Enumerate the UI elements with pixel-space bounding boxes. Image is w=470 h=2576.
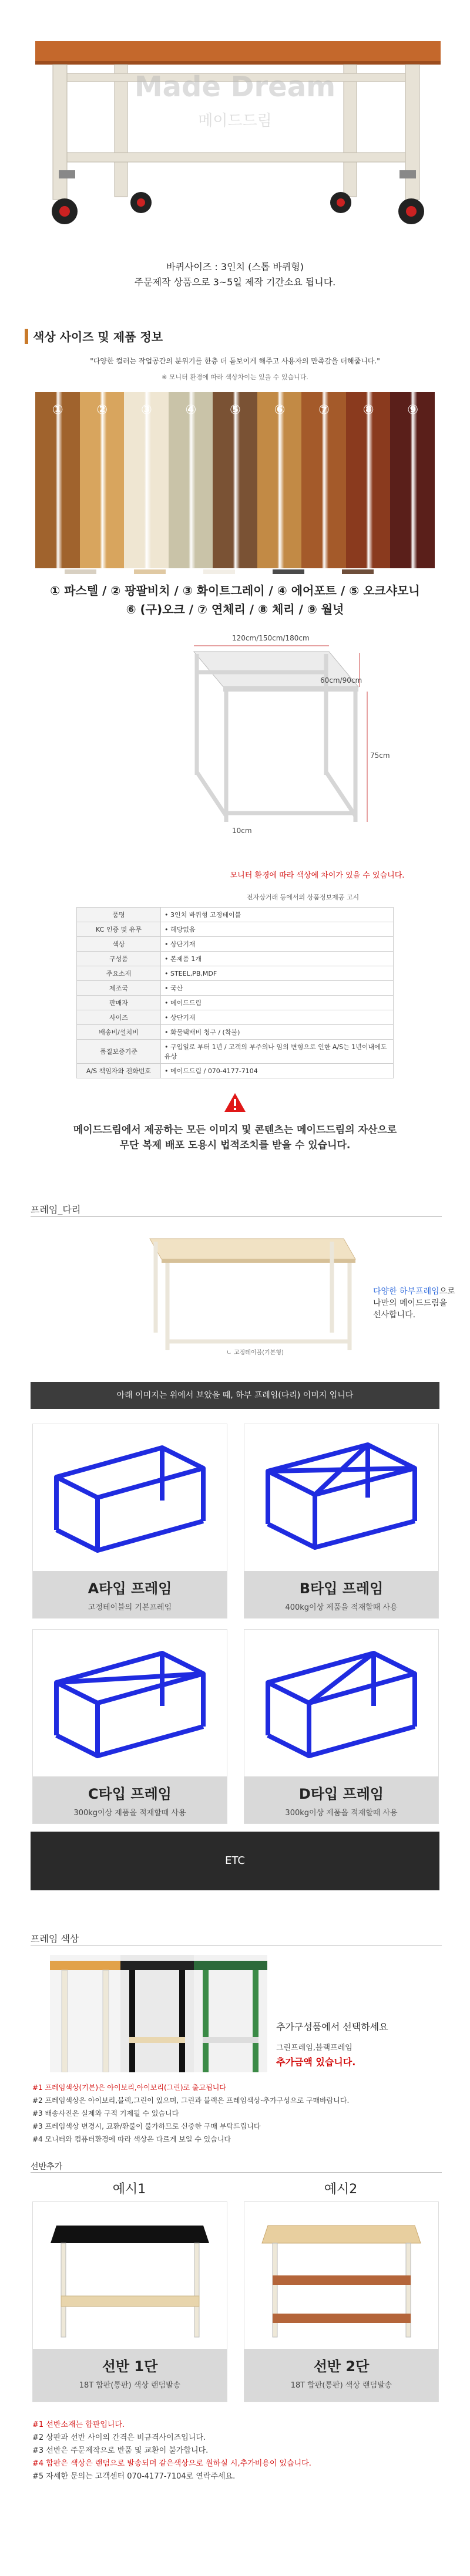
frame-card-a bbox=[32, 1424, 227, 1619]
note-id: #1 bbox=[32, 2420, 46, 2429]
note-text: 상판과 선반 사이의 간격은 비규격사이즈입니다. bbox=[46, 2433, 206, 2442]
spec-row bbox=[77, 922, 394, 937]
shelf-divider bbox=[31, 2172, 442, 2173]
section-marker bbox=[25, 329, 28, 344]
hero-caption-2: 주문제작 상품으로 3~5일 제작 기간소요 됩니다. bbox=[134, 277, 336, 288]
note-id: #2 bbox=[32, 2096, 45, 2105]
spec-key: 배송비/설치비 bbox=[77, 1025, 161, 1040]
spec-value: • 3인치 바퀴형 고정테이블 bbox=[161, 908, 394, 922]
spec-table-wrap bbox=[76, 907, 394, 1078]
note-text: 선반소재는 합판입니다. bbox=[46, 2420, 125, 2429]
shelf-desc-1: 18T 합판(통판) 색상 랜덤발송 bbox=[79, 2381, 181, 2390]
frame-leg-divider bbox=[31, 1216, 442, 1217]
swatch-number: ③ bbox=[141, 403, 152, 417]
frame-option-red: 추가금액 있습니다. bbox=[276, 2056, 356, 2068]
spec-row bbox=[77, 1040, 394, 1064]
etc-bar: ETC bbox=[31, 1832, 439, 1890]
note-text: 프레임색상은 아이보리,블랙,그린이 있으며, 그린과 블랙은 프레임색상-추가구성으로 구매바랍니다. bbox=[45, 2096, 350, 2105]
note-id: #1 bbox=[32, 2083, 45, 2092]
swatch-number: ① bbox=[52, 403, 63, 417]
note-line bbox=[32, 2094, 444, 2107]
spec-row bbox=[77, 908, 394, 922]
note-id: #3 bbox=[32, 2122, 45, 2130]
dim-depth: 60cm/90cm bbox=[320, 676, 362, 685]
frame-desc-b: 400kg이상 제품을 적재할때 사용 bbox=[285, 1603, 398, 1612]
frame-view-bar: 아래 이미지는 위에서 보았을 때, 하부 프레임(다리) 이미지 입니다 bbox=[31, 1382, 439, 1409]
swatch-number: ④ bbox=[185, 403, 197, 417]
basic-table-image bbox=[132, 1227, 367, 1362]
note-text: 선반은 주문제작으로 반품 및 교환이 불가합니다. bbox=[46, 2446, 209, 2455]
color-legend-1: ① 파스텔 / ② 팡팔비치 / ③ 화이트그레이 / ④ 에어포트 / ⑤ 오크샤모니 bbox=[50, 584, 420, 598]
frame-card-d bbox=[244, 1629, 439, 1824]
note-text: 배송사진은 실제와 구적 기제될 수 있습니다 bbox=[45, 2109, 179, 2118]
note-id: #5 bbox=[32, 2472, 46, 2481]
spec-value: • 해당없음 bbox=[161, 922, 394, 937]
shelf-title: 선반추가 bbox=[31, 2162, 63, 2172]
callout-line-3: 선사합니다. bbox=[373, 1310, 416, 1320]
spec-value: • STEEL,PB,MDF bbox=[161, 966, 394, 981]
swatch-number: ⑨ bbox=[407, 403, 419, 417]
wood-swatch bbox=[213, 392, 258, 568]
spec-row bbox=[77, 937, 394, 952]
spec-row bbox=[77, 996, 394, 1010]
note-id: #3 bbox=[32, 2109, 45, 2118]
note-line bbox=[32, 2432, 444, 2444]
hero-caption-1: 바퀴사이즈 : 3인치 (스톱 바퀴형) bbox=[166, 261, 304, 272]
wood-swatch bbox=[169, 392, 214, 568]
basic-table-label: ㄴ 고정테이블(기본형) bbox=[226, 1350, 284, 1356]
spec-value: • 메이드드림 bbox=[161, 996, 394, 1010]
spec-key: A/S 책임자와 전화번호 bbox=[77, 1064, 161, 1078]
wood-swatch bbox=[346, 392, 391, 568]
spec-value: • 화물택배비 청구 / (착불) bbox=[161, 1025, 394, 1040]
note-line bbox=[32, 2457, 444, 2470]
hero-section bbox=[0, 0, 470, 247]
spec-row bbox=[77, 952, 394, 966]
spec-row bbox=[77, 981, 394, 996]
spec-row bbox=[77, 1064, 394, 1078]
note-text: 자세한 문의는 고객센터 070-4177-7104로 연락주세요. bbox=[46, 2472, 236, 2481]
spec-key: KC 인증 및 유무 bbox=[77, 922, 161, 937]
spec-key: 품질보증기준 bbox=[77, 1040, 161, 1064]
dim-height: 75cm bbox=[370, 751, 390, 760]
note-id: #4 bbox=[32, 2459, 46, 2468]
swatch-number: ② bbox=[96, 403, 108, 417]
wood-swatch bbox=[124, 392, 169, 568]
frame-name-c: C타입 프레임 bbox=[88, 1786, 172, 1802]
frame-card-b bbox=[244, 1424, 439, 1619]
dim-pipe: 10cm bbox=[232, 827, 252, 835]
frame-color-title: 프레임 색상 bbox=[31, 1933, 79, 1944]
frame-leg-callout bbox=[373, 1286, 470, 1321]
copyright-line-2: 무단 복제 배포 도용시 법적조치를 받을 수 있습니다. bbox=[119, 1139, 351, 1151]
spec-key: 판매자 bbox=[77, 996, 161, 1010]
spec-row bbox=[77, 1010, 394, 1025]
shelf-card-2 bbox=[244, 2201, 439, 2402]
note-text: 모니터와 컴퓨터환경에 따라 색상은 다르게 보일 수 있습니다 bbox=[45, 2135, 231, 2143]
frame-color-option bbox=[276, 2019, 452, 2068]
note-line bbox=[32, 2419, 444, 2432]
note-id: #4 bbox=[32, 2135, 45, 2143]
color-chip bbox=[273, 569, 304, 574]
color-section-title: 색상 사이즈 및 제품 정보 bbox=[33, 330, 163, 344]
note-line bbox=[32, 2081, 444, 2094]
frame-color-photo bbox=[50, 1955, 267, 2072]
swatch-number: ⑥ bbox=[274, 403, 286, 417]
shelf-caption-1 bbox=[33, 2349, 227, 2402]
callout-blue: 다양한 하부프레임 bbox=[373, 1287, 439, 1296]
callout-line-2: 나만의 메이드드림을 bbox=[373, 1299, 448, 1308]
frame-caption-b bbox=[244, 1571, 438, 1618]
frame-option-text: 추가구성품에서 선택하세요 bbox=[276, 2021, 388, 2032]
callout-suffix: 으로 bbox=[439, 1287, 455, 1296]
shelf-card-1 bbox=[32, 2201, 227, 2402]
shelf-name-1: 선반 1단 bbox=[102, 2358, 158, 2375]
note-line bbox=[32, 2133, 444, 2146]
warning-icon bbox=[223, 1092, 247, 1113]
spec-value: • 국산 bbox=[161, 981, 394, 996]
wood-swatch bbox=[301, 392, 347, 568]
color-chip bbox=[65, 569, 96, 574]
dimension-drawing bbox=[0, 628, 470, 863]
spec-value: • 상단기재 bbox=[161, 937, 394, 952]
spec-key: 제조국 bbox=[77, 981, 161, 996]
frame-caption-d bbox=[244, 1776, 438, 1823]
swatch-number: ⑤ bbox=[230, 403, 241, 417]
color-warning: 모니터 환경에 따라 색상에 차이가 있을 수 있습니다. bbox=[230, 871, 405, 880]
spec-table bbox=[76, 907, 394, 1078]
wood-swatch bbox=[80, 392, 125, 568]
swatch-number: ⑧ bbox=[362, 403, 374, 417]
shelf-ex2-label: 예시2 bbox=[324, 2182, 358, 2197]
spec-caption: 전자상거래 등에서의 상품정보제공 고시 bbox=[247, 893, 360, 901]
spec-value: • 메이드드림 / 070-4177-7104 bbox=[161, 1064, 394, 1078]
copyright-line-1: 메이드드림에서 제공하는 모든 이미지 및 콘텐츠는 메이드드림의 자산으로 bbox=[73, 1124, 397, 1136]
frame-color-notes bbox=[32, 2081, 444, 2146]
spec-key: 구성품 bbox=[77, 952, 161, 966]
note-id: #3 bbox=[32, 2446, 46, 2455]
color-description: "다양한 컬러는 작업공간의 분위기를 한층 더 돋보이게 해주고 사용자의 만족감을 더해줍니다." bbox=[90, 357, 380, 365]
frame-desc-d: 300kg이상 제품을 적재할때 사용 bbox=[285, 1809, 398, 1818]
frame-caption-c bbox=[33, 1776, 227, 1823]
note-text: 합판은 색상은 랜덤으로 발송되며 같은색상으로 원하실 시,추가비용이 있습니다. bbox=[46, 2459, 311, 2468]
shelf-notes bbox=[32, 2419, 444, 2483]
spec-key: 색상 bbox=[77, 937, 161, 952]
shelf-desc-2: 18T 합판(통판) 색상 랜덤발송 bbox=[290, 2381, 392, 2390]
frame-name-a: A타입 프레임 bbox=[88, 1580, 172, 1597]
note-line bbox=[32, 2470, 444, 2483]
note-line bbox=[32, 2107, 444, 2120]
frame-name-d: D타입 프레임 bbox=[298, 1786, 384, 1802]
frame-name-b: B타입 프레임 bbox=[299, 1580, 384, 1597]
spec-key: 주요소재 bbox=[77, 966, 161, 981]
wood-swatch-strip bbox=[35, 392, 435, 568]
note-line bbox=[32, 2444, 444, 2457]
frame-option-sub: 그린프레임,블랙프레임 bbox=[276, 2044, 352, 2052]
color-chip bbox=[203, 569, 235, 574]
spec-value: • 상단기재 bbox=[161, 1010, 394, 1025]
spec-value: • 본제품 1개 bbox=[161, 952, 394, 966]
color-legend-2: ⑥ (구)오크 / ⑦ 연체리 / ⑧ 체리 / ⑨ 월넛 bbox=[126, 602, 344, 616]
frame-card-c bbox=[32, 1629, 227, 1824]
spec-key: 사이즈 bbox=[77, 1010, 161, 1025]
frame-leg-title: 프레임_다리 bbox=[31, 1204, 81, 1215]
frame-desc-a: 고정테이블의 기본프레임 bbox=[88, 1603, 172, 1612]
watermark-kr: 메이드드림 bbox=[198, 112, 272, 130]
swatch-number: ⑦ bbox=[318, 403, 330, 417]
shelf-caption-2 bbox=[244, 2349, 438, 2402]
shelf-ex1-label: 예시1 bbox=[112, 2182, 146, 2197]
note-text: 프레임색상 변경시, 교환/환불이 불가하므로 신중한 구매 부탁드립니다 bbox=[45, 2122, 261, 2130]
note-text: 프레임색상(기본)은 아이보리,아이보리(그린)로 출고됩니다 bbox=[45, 2083, 226, 2092]
spec-row bbox=[77, 1025, 394, 1040]
color-chip bbox=[342, 569, 374, 574]
wood-swatch bbox=[257, 392, 303, 568]
color-chip bbox=[134, 569, 166, 574]
color-monitor-note: ※ 모니터 환경에 따라 색상차이는 있을 수 있습니다. bbox=[162, 373, 308, 381]
shelf-name-2: 선반 2단 bbox=[313, 2358, 370, 2375]
note-id: #2 bbox=[32, 2433, 46, 2442]
wood-swatch bbox=[35, 392, 80, 568]
spec-value: • 구입일로 부터 1년 / 고객의 부주의나 임의 변형으로 인한 A/S는 1년이내에도 유상 bbox=[161, 1040, 394, 1064]
note-line bbox=[32, 2120, 444, 2133]
frame-desc-c: 300kg이상 제품을 적재할때 사용 bbox=[73, 1809, 186, 1818]
color-chips bbox=[65, 569, 417, 575]
frame-caption-a bbox=[33, 1571, 227, 1618]
spec-key: 품명 bbox=[77, 908, 161, 922]
watermark: Made Dream bbox=[134, 70, 336, 103]
wood-swatch bbox=[390, 392, 435, 568]
dim-width: 120cm/150cm/180cm bbox=[232, 634, 310, 642]
spec-row bbox=[77, 966, 394, 981]
